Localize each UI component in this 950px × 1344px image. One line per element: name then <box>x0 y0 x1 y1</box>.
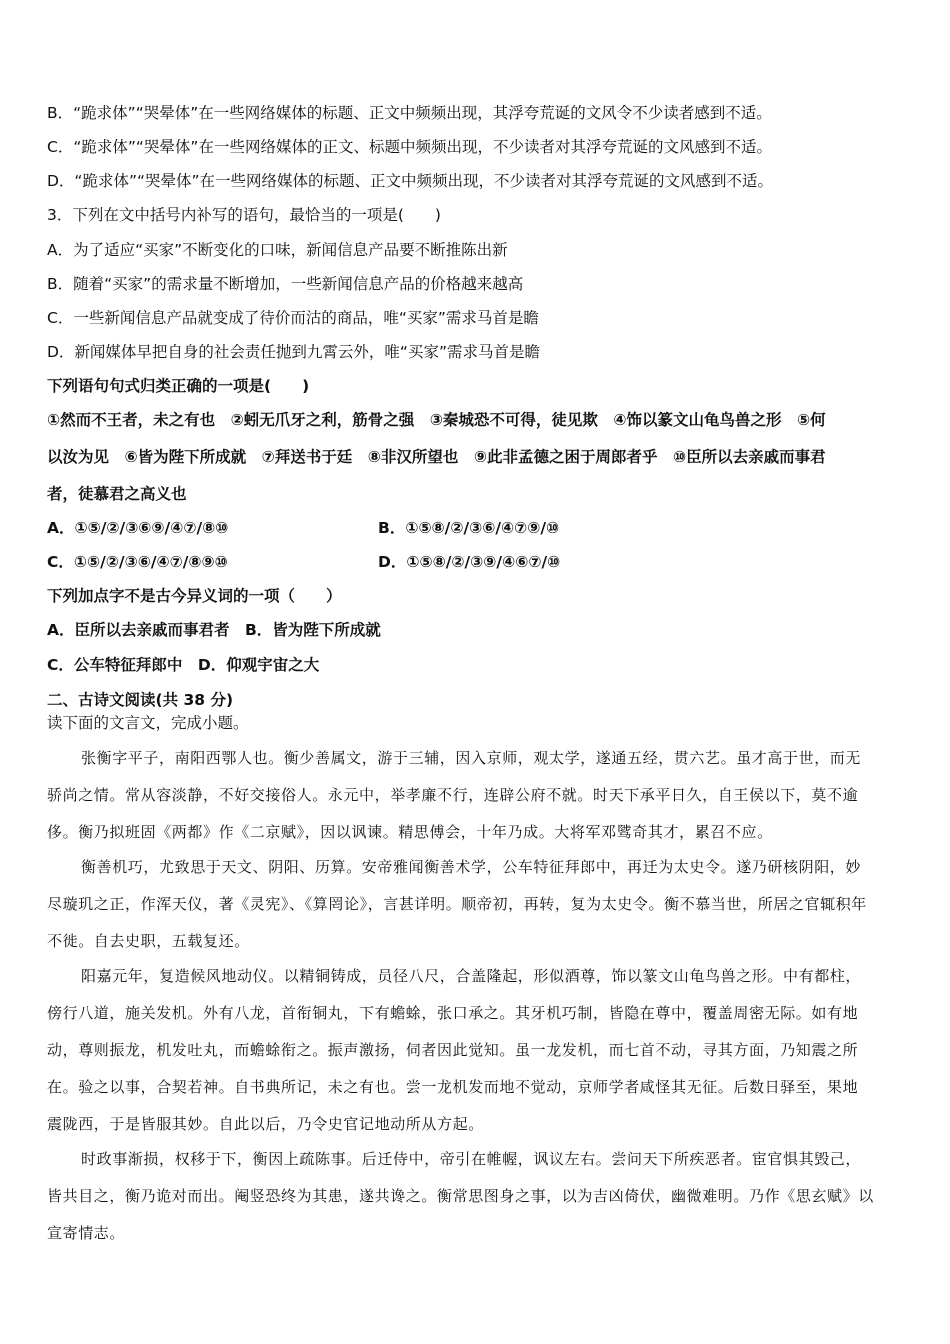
passage-p3-line-1: 阳嘉元年，复造候风地动仪。以精铜铸成，员径八尺，合盖隆起，形似酒尊，饰以篆文山龟鸟兽之形。中有都柱， <box>81 967 862 985</box>
q4-option-b: B．①⑤⑧/②/③⑥/④⑦⑨/⑩ <box>378 519 560 537</box>
q3-option-c: C．一些新闻信息产品就变成了待价而沽的商品，唯“买家”需求马首是瞻 <box>47 309 539 327</box>
passage-p2-line-3: 不徙。自去史职，五载复还。 <box>47 932 250 950</box>
passage-p1-line-1: 张衡字平子，南阳西鄂人也。衡少善属文，游于三辅，因入京师，观太学，遂通五经，贯六艺。虽才高于世，而无 <box>81 749 862 767</box>
passage-p2-line-1: 衡善机巧，尤致思于天文、阴阳、历算。安帝雅闻衡善术学，公车特征拜郎中，再迁为太史令。遂乃研核阴阳，妙 <box>81 858 862 876</box>
passage-p4-line-1: 时政事渐损，权移于下，衡因上疏陈事。后迁侍中，帝引在帷幄，讽议左右。尝问天下所疾恶者。宦官惧其毁己， <box>81 1150 862 1168</box>
passage-p4-line-3: 宣寄情志。 <box>47 1224 126 1242</box>
q4-option-d: D．①⑤⑧/②/③⑨/④⑥⑦/⑩ <box>378 553 561 571</box>
q2-option-d: D．“跪求体”“哭晕体”在一些网络媒体的标题、正文中频频出现，不少读者对其浮夸荒诞的文风感到不适。 <box>47 172 774 190</box>
q5-options-ab: A．臣所以去亲戚而事君者 B．皆为陛下所成就 <box>47 621 381 639</box>
section-2-instruction: 读下面的文言文，完成小题。 <box>47 714 249 732</box>
passage-p3-line-2: 傍行八道，施关发机。外有八龙，首衔铜丸，下有蟾蜍，张口承之。其牙机巧制，皆隐在尊中，覆盖周密无际。如有地 <box>47 1004 859 1022</box>
q5-stem: 下列加点字不是古今异义词的一项（ ） <box>47 587 342 605</box>
q3-option-a: A．为了适应“买家”不断变化的口味，新闻信息产品要不断推陈出新 <box>47 241 508 259</box>
passage-p3-line-3: 动，尊则振龙，机发吐丸，而蟾蜍衔之。振声激扬，伺者因此觉知。虽一龙发机，而七首不动，寻其方面，乃知震之所 <box>47 1041 859 1059</box>
q2-option-c: C．“跪求体”“哭晕体”在一些网络媒体的正文、标题中频频出现，不少读者对其浮夸荒诞的文风感到不适。 <box>47 138 772 156</box>
passage-p1-line-3: 侈。衡乃拟班固《两都》作《二京赋》，因以讽谏。精思傅会，十年乃成。大将军邓骘奇其才，累召不应。 <box>47 823 773 841</box>
q4-option-a: A．①⑤/②/③⑥⑨/④⑦/⑧⑩ <box>47 519 229 537</box>
passage-p1-line-2: 骄尚之情。常从容淡静，不好交接俗人。永元中，举孝廉不行，连辟公府不就。时天下承平日久，自王侯以下，莫不逾 <box>47 786 859 804</box>
q3-stem: 3．下列在文中括号内补写的语句，最恰当的一项是( ) <box>47 206 441 224</box>
passage-p2-line-2: 尽璇玑之正，作浑天仪，著《灵宪》、《算罔论》，言甚详明。顺帝初，再转，复为太史令。衡不慕当世，所居之官辄积年 <box>47 895 867 913</box>
q2-option-b: B．“跪求体”“哭晕体”在一些网络媒体的标题、正文中频频出现，其浮夸荒诞的文风令不少读者感到不适。 <box>47 104 772 122</box>
q4-sentences-line-3: 者，徒慕君之高义也 <box>47 485 187 503</box>
q5-options-cd: C．公车特征拜郎中 D．仰观宇宙之大 <box>47 656 320 674</box>
q4-stem: 下列语句句式归类正确的一项是( ) <box>47 377 310 395</box>
q4-option-c: C．①⑤/②/③⑥/④⑦/⑧⑨⑩ <box>47 553 228 571</box>
q3-option-b: B．随着“买家”的需求量不断增加，一些新闻信息产品的价格越来越高 <box>47 275 524 293</box>
q4-sentences-line-2: 以汝为见 ⑥皆为陛下所成就 ⑦拜送书于廷 ⑧非汉所望也 ⑨此非孟德之困于周郎者乎 ⑩臣所以去亲戚而事君 <box>47 448 826 466</box>
q4-sentences-line-1: ①然而不王者，未之有也 ②蚓无爪牙之利，筋骨之强 ③秦城恐不可得，徒见欺 ④饰以篆文山龟鸟兽之形 ⑤何 <box>47 411 826 429</box>
passage-p3-line-4: 在。验之以事，合契若神。自书典所记，未之有也。尝一龙机发而地不觉动，京师学者咸怪其无征。后数日驿至，果地 <box>47 1078 859 1096</box>
q3-option-d: D．新闻媒体早把自身的社会责任抛到九霄云外，唯“买家”需求马首是瞻 <box>47 343 540 361</box>
section-2-title: 二、古诗文阅读(共 38 分) <box>47 691 234 709</box>
passage-p3-line-5: 震陇西，于是皆服其妙。自此以后，乃令史官记地动所从方起。 <box>47 1115 484 1133</box>
passage-p4-line-2: 皆共目之，衡乃诡对而出。阉竖恐终为其患，遂共谗之。衡常思图身之事，以为吉凶倚伏，幽微难明。乃作《思玄赋》以 <box>47 1187 874 1205</box>
